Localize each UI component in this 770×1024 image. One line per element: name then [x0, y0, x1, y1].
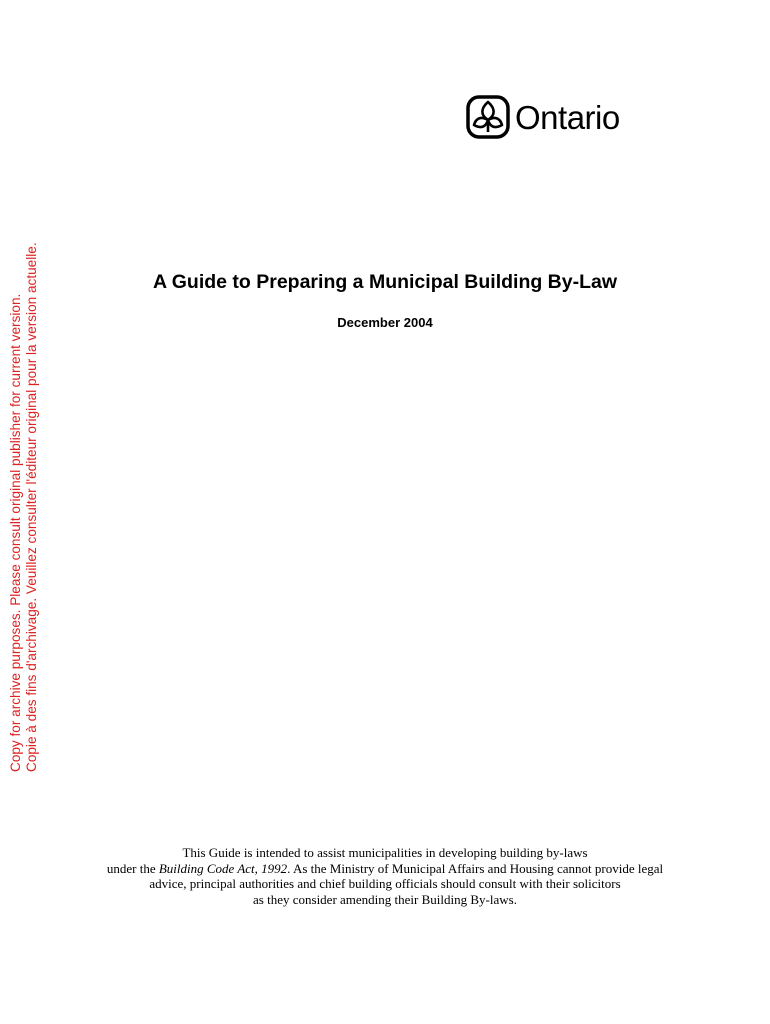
document-date: December 2004 — [337, 315, 433, 330]
disclaimer-line-2 — [0, 861, 770, 877]
ontario-wordmark: Ontario — [515, 98, 620, 136]
act-name: Building Code Act, 1992 — [158, 860, 288, 876]
ontario-logo — [466, 95, 620, 139]
archive-watermark — [8, 242, 48, 772]
disclaimer-line-4: as they consider amending their Building By-laws. — [253, 891, 517, 907]
disclaimer-line-3: advice, principal authorities and chief building officials should consult with their solicitors — [149, 876, 621, 891]
disclaimer-line-2-end: . As the Ministry of Municipal Affairs and Housing cannot provide legal — [287, 860, 664, 876]
document-title: A Guide to Preparing a Municipal Building By-Law — [152, 271, 618, 293]
disclaimer-line-1: This Guide is intended to assist municipalities in developing building by-laws — [182, 845, 588, 860]
disclaimer-line-2-start: under the — [106, 860, 159, 876]
disclaimer-paragraph — [0, 845, 770, 907]
watermark-line-fr: Copie à des fins d'archivage. Veuillez consulter l'éditeur original pour la version actuelle. — [24, 242, 39, 772]
ontario-trillium-icon — [466, 95, 510, 139]
watermark-line-en: Copy for archive purposes. Please consult original publisher for current version. — [8, 293, 23, 772]
